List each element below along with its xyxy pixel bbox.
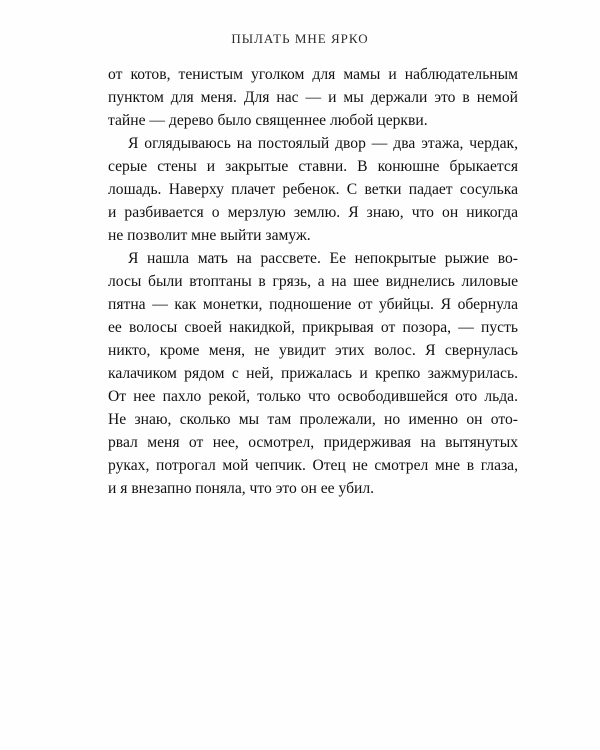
text-line: и я внезапно поняла, что это он ее убил.	[108, 480, 375, 497]
paragraph-3	[108, 247, 518, 500]
text-line: Я нашла мать на рассвете. Ее непокрытые рыжие во-	[128, 250, 518, 267]
text-line: лошадь. Наверху плачет ребенок. С ветки падает сосулька	[108, 181, 518, 198]
text-line: Я оглядываюсь на постоялый двор — два этажа, чердак,	[128, 135, 518, 152]
body-text	[108, 63, 518, 500]
running-head: ПЫЛАТЬ МНЕ ЯРКО	[231, 31, 369, 46]
text-line: калачиком рядом с ней, прижалась и крепко зажмурилась.	[108, 365, 518, 382]
text-line: От нее пахло рекой, только что освободившейся ото льда.	[108, 388, 518, 405]
paragraph-1	[108, 63, 518, 132]
paragraph-2	[108, 132, 518, 247]
text-line: руках, потрогал мой чепчик. Отец не смотрел мне в глаза,	[108, 457, 518, 474]
text-line: никто, кроме меня, не увидит этих волос. Я свернулась	[108, 342, 518, 359]
text-line: тайне — дерево было священнее любой церкви.	[108, 112, 428, 129]
text-line: Не знаю, сколько мы там пролежали, но именно он ото-	[108, 411, 518, 428]
text-line: серые стены и закрытые ставни. В конюшне брыкается	[108, 158, 518, 175]
text-line: лосы были втоптаны в грязь, а на шее виднелись лиловые	[108, 273, 518, 290]
text-line: ее волосы своей накидкой, прикрывая от позора, — пусть	[108, 319, 518, 336]
text-line: не позволит мне выйти замуж.	[108, 227, 311, 244]
text-line: рвал меня от нее, осмотрел, придерживая на вытянутых	[108, 434, 518, 451]
text-line: от котов, тенистым уголком для мамы и наблюдательным	[108, 66, 518, 83]
text-line: пунктом для меня. Для нас — и мы держали это в немой	[108, 89, 518, 106]
text-line: и разбивается о мерзлую землю. Я знаю, что он никогда	[108, 204, 518, 221]
text-line: пятна — как монетки, подношение от убийцы. Я обернула	[108, 296, 518, 313]
